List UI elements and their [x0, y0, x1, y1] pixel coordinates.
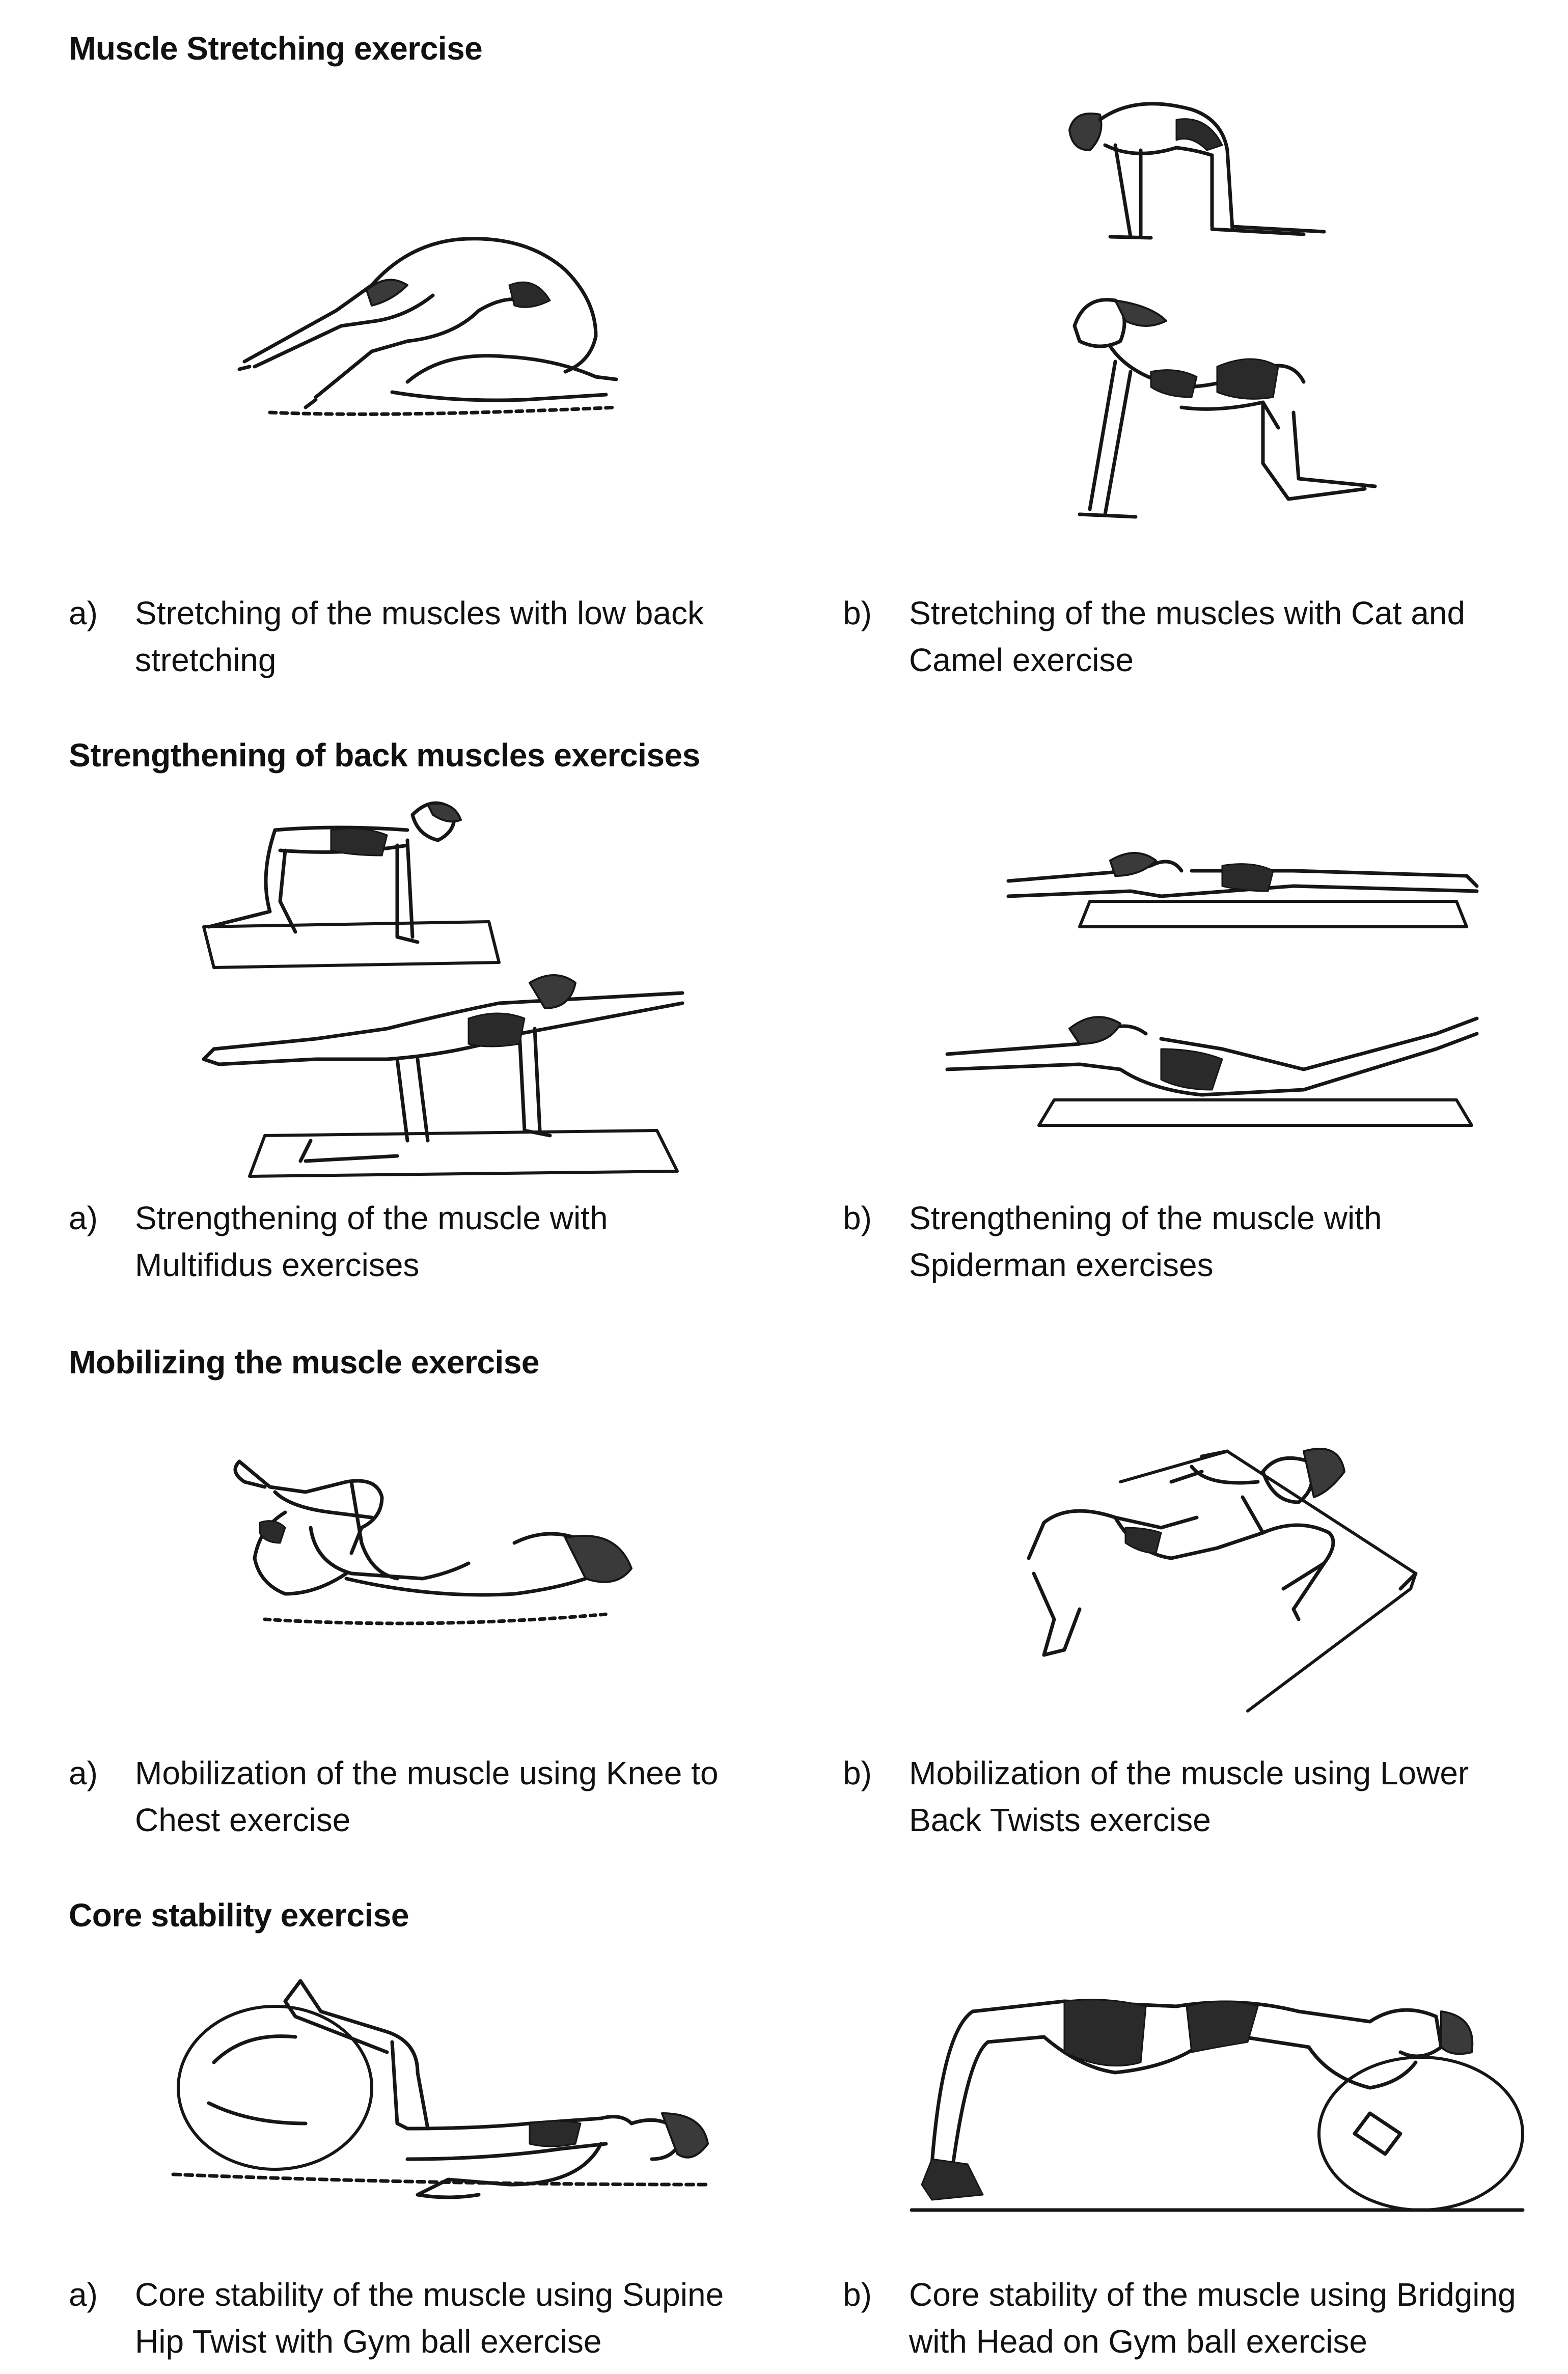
section-heading-stretching: Muscle Stretching exercise: [69, 30, 483, 67]
caption-line: Chest exercise: [135, 1802, 351, 1838]
spiderman-illustration: [1008, 845, 1487, 932]
caption-line: Strengthening of the muscle with: [135, 1200, 608, 1236]
caption-label: b): [843, 1200, 872, 1236]
caption-supine-hip-twist: [69, 2271, 807, 2365]
spiderman-illustration: [947, 1008, 1487, 1130]
caption-label: a): [69, 1200, 98, 1236]
cat-camel-illustration: [1049, 285, 1395, 530]
low-back-stretch-illustration: [239, 224, 637, 423]
caption-line: Mobilization of the muscle using Lower: [909, 1755, 1469, 1791]
caption-line: Hip Twist with Gym ball exercise: [135, 2323, 602, 2360]
caption-line: Multifidus exercises: [135, 1247, 420, 1283]
caption-bridging: [843, 2271, 1568, 2365]
caption-line: Core stability of the muscle using Bridging: [909, 2276, 1516, 2313]
caption-line: stretching: [135, 642, 277, 678]
caption-line: with Head on Gym ball exercise: [909, 2323, 1367, 2360]
caption-lower-back-twist: [843, 1750, 1568, 1843]
caption-label: a): [69, 2276, 98, 2313]
cat-camel-illustration: [1059, 99, 1344, 242]
caption-label: b): [843, 595, 872, 631]
multifidus-illustration: [204, 968, 693, 1186]
caption-line: Spiderman exercises: [909, 1247, 1214, 1283]
caption-line: Back Twists exercise: [909, 1802, 1211, 1838]
bridging-gym-ball-illustration: [912, 1981, 1528, 2235]
multifidus-illustration: [194, 799, 479, 973]
section-heading-mobilizing: Mobilizing the muscle exercise: [69, 1344, 539, 1381]
caption-label: b): [843, 1755, 872, 1791]
caption-multifidus: [69, 1195, 807, 1288]
knee-to-chest-illustration: [229, 1451, 647, 1655]
caption-cat-camel: [843, 590, 1568, 683]
caption-label: a): [69, 1755, 98, 1791]
lower-back-twist-illustration: [1024, 1441, 1421, 1726]
section-heading-core-stability: Core stability exercise: [69, 1897, 409, 1934]
caption-spiderman: [843, 1195, 1568, 1288]
supine-hip-twist-gym-ball-illustration: [173, 1971, 728, 2256]
caption-line: Core stability of the muscle using Supine: [135, 2276, 724, 2313]
section-heading-strengthening: Strengthening of back muscles exercises: [69, 737, 700, 774]
caption-knee-to-chest: [69, 1750, 807, 1843]
caption-label: a): [69, 595, 98, 631]
caption-line: Strengthening of the muscle with: [909, 1200, 1382, 1236]
caption-line: Camel exercise: [909, 642, 1134, 678]
caption-label: b): [843, 2276, 872, 2313]
caption-low-back-stretch: [69, 590, 807, 683]
caption-line: Stretching of the muscles with low back: [135, 595, 704, 631]
caption-line: Stretching of the muscles with Cat and: [909, 595, 1466, 631]
caption-line: Mobilization of the muscle using Knee to: [135, 1755, 719, 1791]
